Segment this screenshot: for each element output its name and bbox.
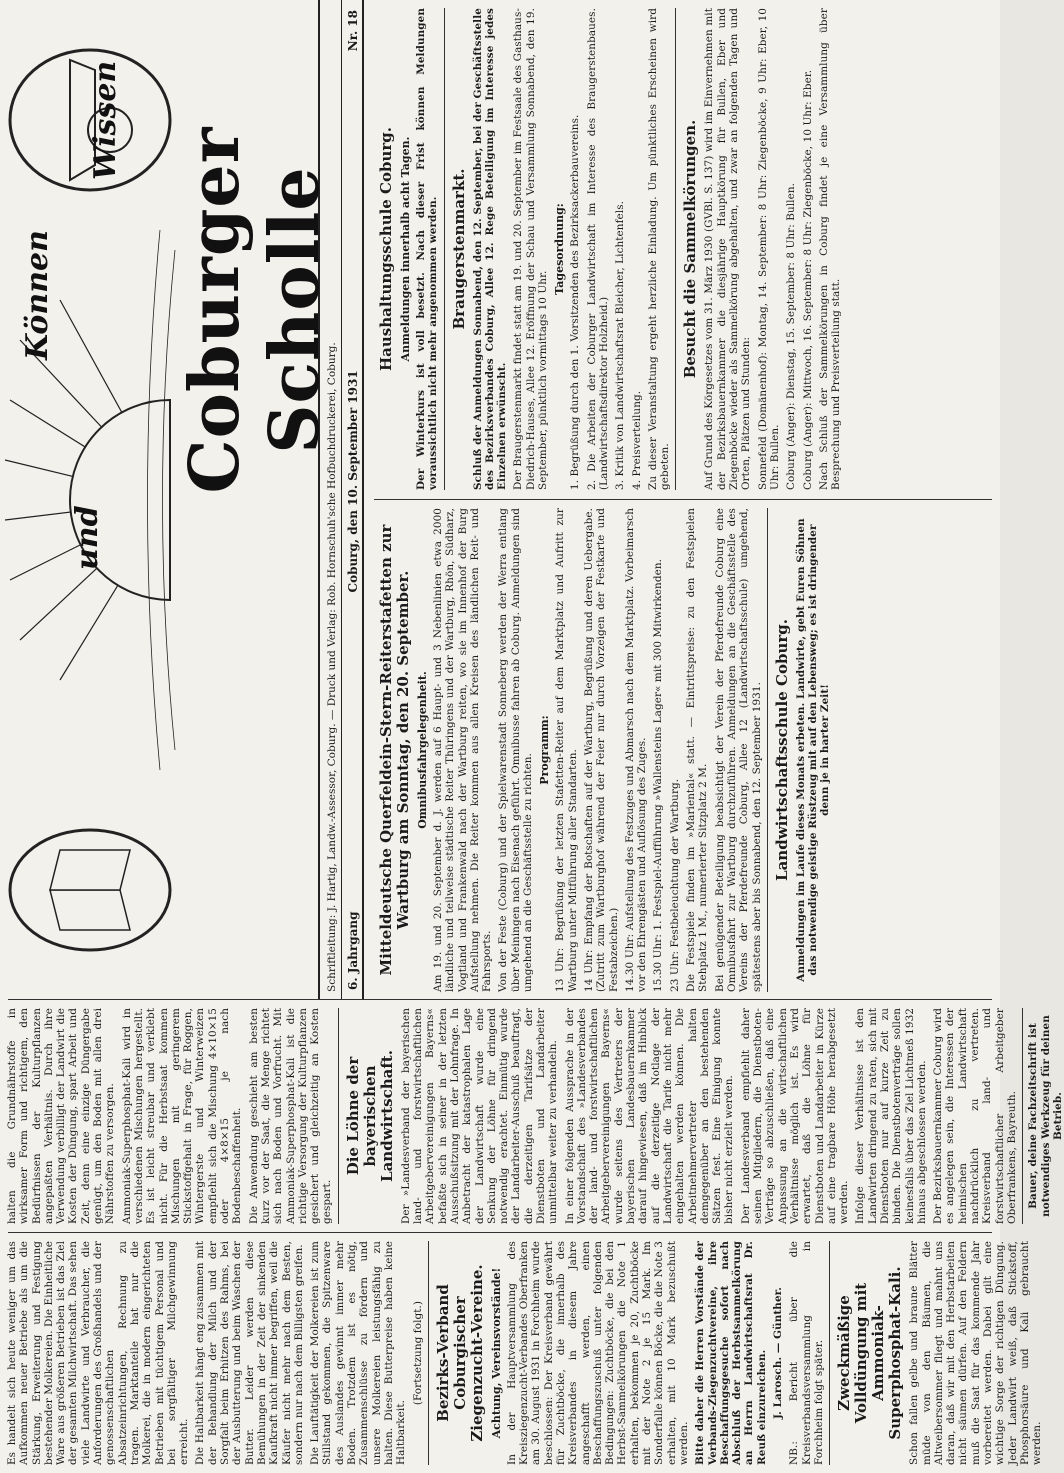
- divider: [1022, 1008, 1023, 1224]
- headline-verband: Bezirks-Verband Coburgischer Ziegenzucht-Vereine.: [433, 1264, 486, 1442]
- issue-date: Coburg, den 10. September 1931: [346, 370, 360, 593]
- article-text: Der Landesverband empfiehlt daher seinen Mitgliedern, die Dienstboten-Verträge so abzuschließen, daß eine Anpassung an die wirtschaftlichen Verhältnisse möglich ist. Es wird erwartet, daß die Löhne für Dienstboten und Landarbeiter in Kürze auf eine tragbare Höhe herabgesetzt werden.: [739, 1008, 851, 1224]
- divider: [767, 508, 768, 992]
- motto-word-2: und: [70, 505, 105, 570]
- article-text: Bei genügender Beteiligung beabsichtigt der Verein der Pferdefreunde Coburg eine Omnibusfahrt zur Wartburg durchzuführen. Anmeldungen an die Geschäftsstelle des Vereins der Pferdefreunde Coburg, Allee 12 (Landwirtschaftsschule) umgehend, spätestens aber bis Sonnabend, den 12. September 1931.: [713, 508, 763, 992]
- slogan: Bauer, deine Fachzeitschrift ist notwendiges Werkzeug für deinen Betrieb.: [1027, 1015, 1064, 1217]
- article-text: Die Festspiele finden im »Mariental« statt. — Eintrittspreise: zu den Festspielen Stehplatz 1 M., numerierter Sitzplatz 2 M.: [685, 508, 710, 992]
- headline-schule: Landwirtschaftsschule Coburg.: [772, 619, 791, 881]
- article-text: Am 19. und 20. September d. J. werden auf 6 Haupt- und 3 Nebenlinien etwa 2000 ländliche und teilweise städtische Reiter Thüringens und der Wartburg, Rhön, Südharz, Vogtland und Frankenwald nach der Wartburg reiten, wo sie im Innenhof der Burg Aufstellung nehmen. Die Reiter kommen aus allen Kreisen des ländlichen Reit- und Fahrsports.: [432, 508, 494, 992]
- subhead-ritt: Omnibusfahrgelegenheit.: [416, 671, 429, 829]
- divider: [428, 1241, 429, 1465]
- article-text: Zu dieser Veranstaltung ergeht herzliche Einladung. Um pünktliches Erscheinen wird gebeten.: [646, 8, 672, 490]
- divider: [675, 8, 676, 490]
- article-text: Schluß der Anmeldungen Sonnabend, den 12. September, bei der Geschäftsstelle des Bezirksverbandes Coburg, Allee 12. Rege Beteiligung im Interesse jedes Einzelnen erwünscht.: [471, 8, 509, 490]
- dateline: [342, 0, 364, 1000]
- headline-ritt: Mitteldeutsche Querfeldein-Stern-Reiterstafetten zur Wartburg am Sonntag, den 20. September.: [377, 524, 412, 976]
- column-2: [0, 1000, 1064, 1232]
- volume: 6. Jahrgang: [346, 911, 360, 990]
- article-text: Der »Landesverband der bayerischen land- und forstwirtschaftlichen Arbeitgebervereinigungen Bayerns« befaßte sich in seiner in der letzten Ausschußsitzung mit der Lohnfrage. In Anbetracht der katastrophalen Lage der Landwirtschaft wurde eine Senkung der Löhne für dringend notwendig erachtet. Einmütig wurde der Landarbeiter-Ausschuß beauftragt, die derzeitigen Tarifsätze der Dienstboten und Landarbeiter unmittelbar weiter zu verhandeln.: [399, 1008, 560, 1224]
- column-rule: [374, 499, 992, 500]
- issue-number: Nr. 18: [346, 10, 360, 52]
- headline-duengung: Zweckmäßige Volldüngung mit Ammoniak-Superphosphat-Kali.: [835, 1266, 905, 1440]
- article-text: Nach Schluß der Sammelkörungen in Coburg findet je eine Versammlung über Besprechung und Preisverteilung statt.: [817, 8, 843, 490]
- article-text: Es handelt sich heute weniger um das Aufkommen neuer Betriebe als um die Stärkung, Erweiterung und Festigung bestehender Molkereien. Die Einheitliche Ware aus größeren Betrieben ist das Ziel der gesamten Milchwirtschaft. Das sehen viele Landwirte und Verbraucher, die Anforderungen des Großhandels und der genossenschaftlichen Absatzeinrichtungen, Rechnung zu tragen. Marktanteile hat nur die Molkerei, die in modern eingerichteten Betrieben mit tüchtigem Personal und bei sorgfältiger Milchgewinnung erreicht.: [6, 1241, 191, 1465]
- koer-item: Coburg (Anger): Dienstag, 15. September: 8 Uhr: Bullen.: [785, 182, 798, 490]
- headline-loehne: Die Löhne der bayerischen Landwirtschaft.: [343, 1050, 396, 1182]
- divider: [829, 1241, 830, 1465]
- article-text: Ammoniak-Superphosphat-Kali wird in verschiedenen Mischungen hergestellt. Es ist leicht streubar und verklebt nicht. Für die Herbstsaat kommen Mischungen mit geringerem Stickstoffgehalt in Frage, für Roggen, Wintergerste und Winterweizen empfiehlt sich die Mischung 4×10×15 oder 4×8×15 je nach Bodenbeschaffenheit.: [120, 1008, 244, 1224]
- agenda-item: 2. Die Arbeiten der Coburger Landwirtschaft im Interesse des Braugerstenbaues. (Landwirtschaftsdirektor Holzheid.): [585, 8, 610, 490]
- column-3: [366, 500, 1000, 1000]
- article-text: In der Hauptversammlung des Kreisziegenzucht-Verbandes Oberfranken am 30. August 1931 in Forchheim wurde beschlossen: Der Kreisverband gewährt für Zuchtböcke, die innerhalb des Kreisverbandes in diesem Jahre angeschafft werden, einen Beschaffungszuschuß unter folgenden Bedingungen: Zuchtböcke, die bei den Herbst-Sammelkörungen die Note 1 erhalten, bekommen je 20, Zuchtböcke mit der Note 2 je 15 Mark. Im Sonderfalle können Böcke, die die Note 3 erhalten, mit 10 Mark bezuschußt werden.: [505, 1241, 690, 1465]
- motto-word-1: Wissen: [88, 60, 123, 180]
- subhead-verband: Achtung, Vereinsvorstände!: [489, 1267, 503, 1439]
- article-text: Der Winterkurs ist voll besetzt. Nach dieser Frist können Meldungen voraussichtlich nicht mehr angenommen werden.: [415, 8, 440, 490]
- program-item: 15.30 Uhr: 1. Festspiel-Aufführung »Wallensteins Lager« mit 300 Mitwirkenden.: [652, 558, 665, 992]
- publisher-line: Schriftleitung: J. Hartig, Landw.-Assessor, Coburg. — Druck und Verlag: Rob. Hornschuh'sche Hofbuchdruckerei, Coburg.: [322, 0, 342, 1000]
- agenda-item: 4. Preisverteilung.: [630, 390, 643, 490]
- article-text: Anmeldungen im Laufe dieses Monats erbeten. Landwirte, gebt Euren Söhnen das notwendige geistige Rüstzeug mit auf den Lebensweg; es ist dringender denn je in harter Zeit!: [794, 518, 832, 982]
- note: NB.: Bericht über die Kreisverbandsversammlung in Forchheim folgt später.: [788, 1241, 825, 1465]
- agenda-item: 1. Begrüßung durch den 1. Vorsitzenden des Bezirksackerbauvereins.: [569, 114, 582, 490]
- article-text: Die Lauftätigkeit der Molkereien ist zum Stillstand gekommen, die Spitzenware des Auslandes gewinnt immer mehr Boden. Trotzdem ist es nötig, Zusammenschlüsse zu fördern und unsere Molkereien leistungsfähig zu halten. Diese Butterpreise haben keine Haltbarkeit.: [309, 1241, 408, 1465]
- signature: J. Larosch. — Günther.: [772, 1286, 785, 1420]
- headline-hausschule: Haushaltungsschule Coburg.: [377, 126, 395, 372]
- article-text: In einer folgenden Aussprache in der Vorstandschaft des »Landesverbandes der land- und forstwirtschaftlichen Arbeitgebervereinigungen Bayerns« wurde seitens des Vertreters der bayerischen Landesbauernkammer darauf hingewiesen, daß im Hinblick auf die derzeitige Notlage der Landwirtschaft die Tarife nicht mehr eingehalten werden können. Die Arbeitnehmervertreter halten demgegenüber an den bestehenden Sätzen fest. Eine Einigung konnte bisher nicht erzielt werden.: [563, 1008, 736, 1224]
- article-text: Der Bezirksbauernkammer Coburg wird es angelegen sein, die Interessen der heimischen Landwirtschaft nachdrücklich zu vertreten. Kreisverband land- und forstwirtschaftlicher Arbeitgeber Oberfrankens, Bayreuth.: [932, 1008, 1018, 1224]
- headline-koerungen: Besucht die Sammelkörungen.: [681, 119, 700, 379]
- article-text: Schon fallen gelbe und braune Blätter müde von den Bäumen, die Altweibersommer fliegt und mahnt uns daran, daß wir mit den Herbstarbeiten nicht säumen dürfen. Auf den Feldern muß die Saat für das kommende Jahr vorbereitet werden. Dabei gilt eine wichtige Sorge der richtigen Düngung. Jeder Landwirt weiß, daß Stickstoff, Phosphorsäure und Kali gebraucht werden.: [908, 1241, 1044, 1465]
- divider: [444, 8, 445, 490]
- subhead-hausschule: Anmeldungen innerhalb acht Tagen.: [399, 136, 412, 362]
- program-item: 14 Uhr: Empfang der Botschaften auf der Wartburg, Begrüßung und deren Uebergabe. (Zutritt zum Wartburghof während der Feier nur durch Vorzeigen der Festkarte und Festabzeichen.): [582, 508, 620, 992]
- headline-braugerste: Braugerstenmarkt.: [449, 168, 468, 330]
- newspaper-title: Coburger Scholle: [175, 126, 335, 494]
- divider: [338, 1008, 339, 1224]
- program-item: 23 Uhr: Festbeleuchtung der Wartburg.: [668, 778, 681, 992]
- motto-word-3: Können: [20, 230, 55, 360]
- koer-item: Coburg (Anger): Mittwoch, 16. September: 8 Uhr: Ziegenböcke, 10 Uhr: Eber.: [801, 69, 814, 490]
- article-text: Auf Grund des Körgesetzes vom 31. März 1930 (GVBl. S. 137) wird im Einvernehmen mit der Bezirksbauernkammer die diesjährige Hauptkörung für Bullen, Eber und Ziegenböcke wieder als Sammelkörung abgehalten, und zwar an folgenden Tagen und Orten, Plätzen und Stunden:: [703, 8, 753, 490]
- article-text: Bitte daher die Herren Vorstände der Verbands-Ziegenzuchtvereine, ihre Beschaffungsgesuche sofort nach Abschluß der Herbstsammelkörung an Herrn Landwirtschaftsrat Dr. Reuß einzureichen.: [694, 1241, 768, 1465]
- article-text: Der Braugerstenmarkt findet statt am 19. und 20. September im Festsaale des Gasthaus-Diedrich-Hauses, Allee 12. Eröffnung der Schau und Versammlung Sonnabend, den 19. September, pünktlich vormittags 10 Uhr.: [512, 8, 550, 490]
- koer-item: Sonnefeld (Domänenhof): Montag, 14. September: 8 Uhr: Ziegenböcke, 9 Uhr: Eber, 10 Uhr: Bullen.: [756, 8, 781, 490]
- program-item: 14.30 Uhr: Aufstellung des Festzuges und Abmarsch nach dem Marktplatz. Vorbeimarsch vor den Ehrengästen und Auflösung des Zuges.: [623, 508, 649, 992]
- article-text: Die Haltbarkeit hängt eng zusammen mit der Behandlung der Milch und der Sorgfalt beim Erhitzen des Rahms, bei der Ausbutterung und beim Waschen der Butter. Leider werden diese Bemühungen in der Zeit der sinkenden Kaufkraft nicht immer begriffen, weil die Käufer nicht mehr nach dem Besten, sondern nur nach dem Billigsten greifen.: [194, 1241, 305, 1465]
- article-text: Von der Feste (Coburg) und der Spielwarenstadt Sonneberg werden der Werra entlang über Meiningen nach Eisenach geführt. Omnibusse fahren ab Coburg. Anmeldungen sind umgehend an die Geschäftsstelle zu richten.: [497, 508, 535, 992]
- column-4: [366, 0, 1000, 498]
- column-1: [0, 1233, 1044, 1473]
- article-text: halten die Grundnährstoffe in wirksamer Form und richtigem, den Bedürfnissen der Kulturpflanzen angepaßten Verhältnis. Durch ihre Verwendung verbilligt der Landwirt die Kosten der Düngung, spart Arbeit und Zeit, denn eine einzige Düngergabe genügt, um den Boden mit allen drei Nährstoffen zu versorgen.: [6, 1008, 117, 1224]
- article-text: Infolge dieser Verhältnisse ist den Landwirten dringend zu raten, sich mit Dienstboten nur auf kurze Zeit zu binden. Die Dienstbotenverträge sollen keinesfalls über das Ziel Lichtmeß 1932 hinaus abgeschlossen werden.: [854, 1008, 928, 1224]
- column-rule: [8, 1232, 992, 1233]
- article-text: Die Anwendung geschieht am besten kurz vor der Saat, die Menge richtet sich nach Boden und Vorfrucht. Mit Ammoniak-Superphosphat-Kali ist die richtige Versorgung der Kulturpflanzen gesichert und gleichzeitig an Kosten gespart.: [247, 1008, 334, 1224]
- program-item: 13 Uhr: Begrüßung der letzten Stafetten-Reiter auf dem Marktplatz und Aufritt zur Wartburg unter Mitführung aller Standarten.: [554, 508, 579, 992]
- agenda-item: 3. Kritik von Landwirtschaftsrat Bleicher, Lichtenfels.: [614, 200, 627, 490]
- program-heading: Programm:: [538, 715, 552, 785]
- continued-note: (Fortsetzung folgt.): [411, 1300, 424, 1406]
- agenda-heading: Tagesordnung:: [553, 203, 567, 295]
